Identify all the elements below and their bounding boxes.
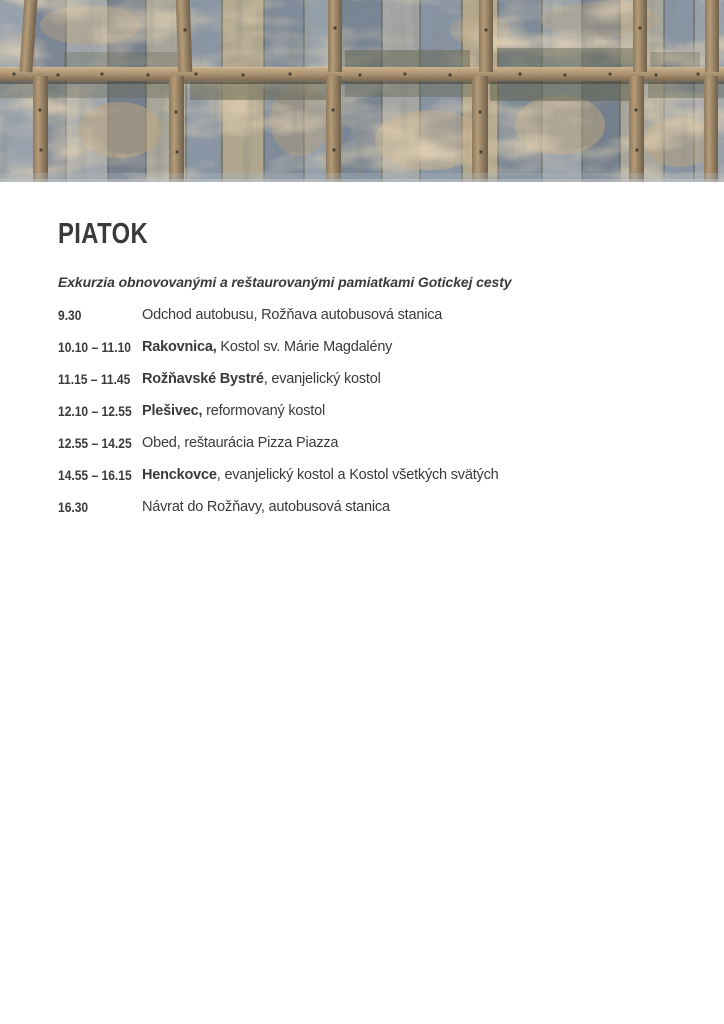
event-description [142,467,499,483]
event-detail: Návrat do Rožňavy, autobusová stanica [142,499,390,515]
schedule-row [58,395,688,427]
header-photo [0,0,724,182]
event-place: Rakovnica, [142,339,217,355]
time-range: 10.10 – 11.10 [58,339,131,355]
event-description [142,307,442,323]
schedule-row [58,491,688,523]
schedule-row [58,427,688,459]
time-range: 11.15 – 11.45 [58,371,131,387]
event-detail: Kostol sv. Márie Magdalény [216,339,393,355]
page-title: PIATOK [58,218,149,250]
event-place: Plešivec, [142,403,203,419]
time-range: 16.30 [58,499,89,515]
time-range: 12.10 – 12.55 [58,403,132,419]
schedule-row [58,299,688,331]
event-detail: Odchod autobusu, Rožňava autobusová stanica [142,307,443,323]
schedule [58,299,688,523]
event-description [142,339,392,355]
event-description [142,435,338,451]
subtitle: Exkurzia obnovovanými a reštaurovanými pamiatkami Gotickej cesty [58,274,512,290]
time-range: 9.30 [58,307,82,323]
event-detail: reformovaný kostol [202,403,326,419]
event-description [142,371,381,387]
schedule-row [58,459,688,491]
schedule-row [58,331,688,363]
time-range: 12.55 – 14.25 [58,435,132,451]
event-description [142,499,390,515]
event-detail: , evanjelický kostol a Kostol všetkých svätých [216,467,499,483]
event-place: Henckovce [142,467,217,483]
event-place: Rožňavské Bystré [142,371,264,387]
event-detail: Obed, reštaurácia Pizza Piazza [142,435,339,451]
time-range: 14.55 – 16.15 [58,467,132,483]
event-detail: , evanjelický kostol [263,371,381,387]
wood-door-image [0,0,724,182]
schedule-row [58,363,688,395]
event-description [142,403,325,419]
